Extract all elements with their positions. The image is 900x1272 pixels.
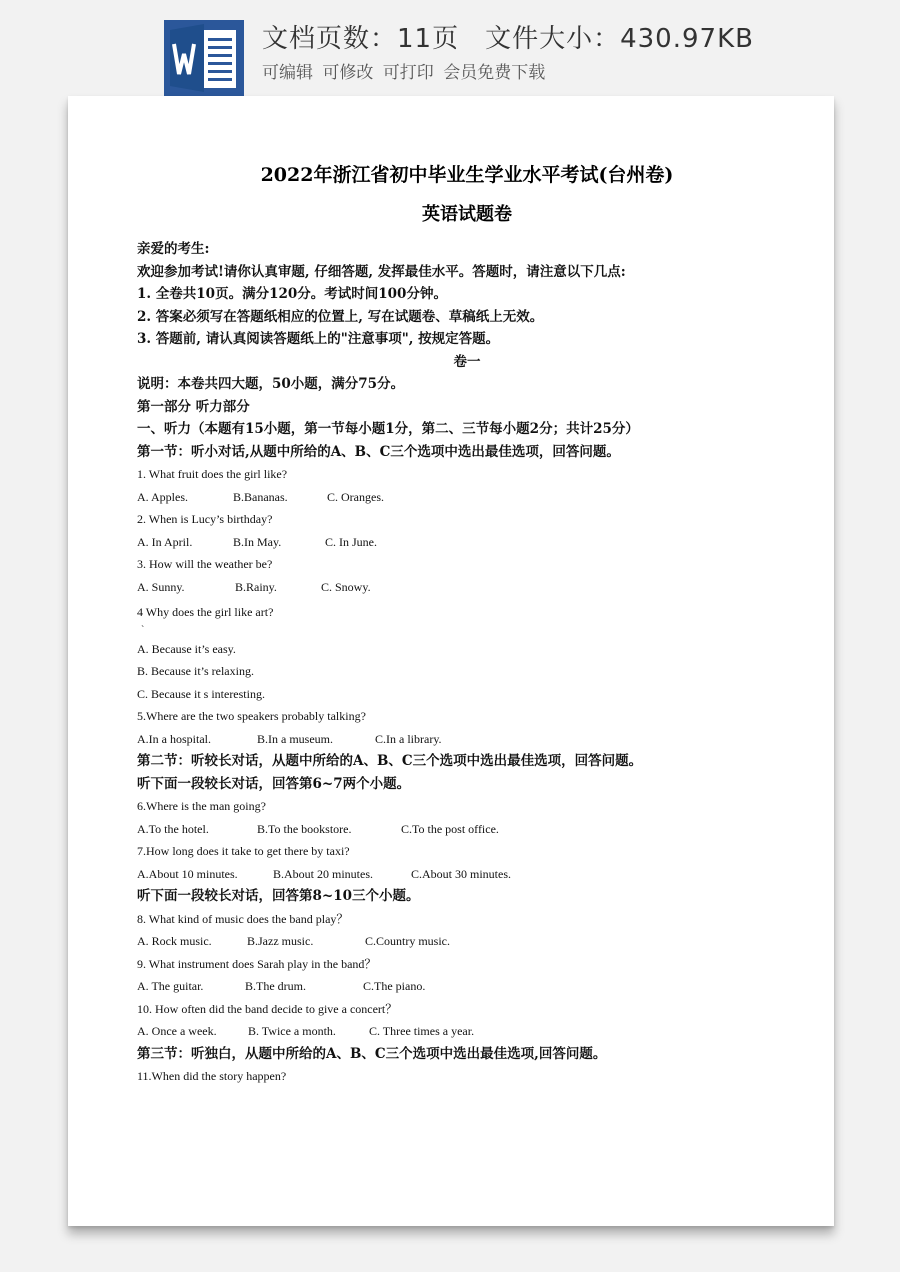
section-2-heading: 第二节：听较长对话，从题中所给的A、B、C三个选项中选出最佳选项，回答问题。 — [137, 753, 643, 769]
question-8: 8. What kind of music does the band play？ — [137, 911, 349, 926]
option: C.In a library. — [375, 731, 442, 746]
option: A.To the hotel. — [137, 821, 209, 836]
option: B.Bananas. — [233, 489, 288, 504]
question-7-options — [137, 863, 797, 886]
note-1: 1. 全卷共10页。满分120分。考试时间100分钟。 — [137, 286, 447, 302]
option: A.In a hospital. — [137, 731, 211, 746]
section-2-instruction-b: 听下面一段较长对话，回答第8~10三个小题。 — [137, 888, 420, 904]
question-6: 6.Where is the man going? — [137, 799, 266, 813]
option: A.About 10 minutes. — [137, 866, 238, 881]
explanation: 说明：本卷共四大题，50小题，满分75分。 — [137, 376, 405, 392]
exam-title: 2022年浙江省初中毕业生学业水平考试(台州卷) — [260, 164, 674, 186]
question-4-option-a: A. Because it’s easy. — [137, 641, 236, 656]
document-page — [68, 96, 834, 1226]
question-1: 1. What fruit does the girl like? — [137, 467, 288, 481]
word-document-icon — [164, 20, 244, 96]
option: C. Three times a year. — [369, 1024, 475, 1038]
option: B.In a museum. — [257, 731, 333, 746]
option: B. Twice a month. — [248, 1024, 336, 1038]
question-8-options — [137, 930, 797, 953]
option: C. Snowy. — [321, 579, 371, 594]
file-size: 文件大小：430.97KB — [485, 24, 754, 54]
header — [0, 0, 900, 100]
option: B.Jazz music. — [247, 934, 314, 948]
document-features: 可编辑 可修改 可打印 会员免费下载 — [262, 63, 546, 83]
note-2: 2. 答案必须写在答题纸相应的位置上, 写在试题卷、草稿纸上无效。 — [137, 308, 544, 325]
question-4: 4 Why does the girl like art? — [137, 605, 274, 619]
question-11: 11.When did the story happen? — [137, 1069, 287, 1083]
part-heading: 第一部分 听力部分 — [137, 398, 250, 415]
option: C.The piano. — [363, 979, 426, 993]
option: C.About 30 minutes. — [411, 866, 512, 881]
question-5: 5.Where are the two speakers probably talking? — [137, 709, 366, 723]
option: B.To the bookstore. — [257, 821, 352, 836]
question-3: 3. How will the weather be? — [137, 557, 273, 571]
option: B.About 20 minutes. — [273, 866, 374, 881]
option: A. Sunny. — [137, 579, 185, 594]
option: B.The drum. — [245, 979, 306, 993]
option: A. Once a week. — [137, 1024, 217, 1038]
question-3-options — [137, 576, 797, 599]
option: A. The guitar. — [137, 979, 204, 993]
listening-section: 一、听力（本题有15小题，第一节每小题1分，第二、三节每小题2分；共计25分） — [137, 421, 639, 437]
option: A. Rock music. — [137, 934, 212, 948]
question-7: 7.How long does it take to get there by taxi? — [137, 844, 350, 858]
question-1-options — [137, 486, 797, 509]
option: C.To the post office. — [401, 821, 499, 836]
question-6-options — [137, 818, 797, 841]
intro: 欢迎参加考试!请你认真审题, 仔细答题, 发挥最佳水平。答题时，请注意以下几点: — [137, 263, 626, 280]
option: A. Apples. — [137, 489, 188, 504]
option: B.In May. — [233, 534, 282, 549]
option: C. In June. — [325, 534, 377, 549]
stray-mark: ` — [141, 624, 145, 636]
question-4-option-b: B. Because it’s relaxing. — [137, 664, 254, 678]
option: A. In April. — [137, 534, 193, 549]
document-stats — [262, 18, 754, 55]
question-4-option-c: C. Because it s interesting. — [137, 686, 265, 701]
section-2-instruction-a: 听下面一段较长对话，回答第6~7两个小题。 — [137, 775, 411, 792]
greeting: 亲爱的考生: — [137, 241, 210, 257]
note-3: 3. 答题前, 请认真阅读答题纸上的"注意事项", 按规定答题。 — [137, 331, 500, 347]
page-content — [137, 162, 797, 1088]
exam-subtitle: 英语试题卷 — [422, 204, 512, 225]
section-3-heading: 第三节：听独白，从题中所给的A、B、C三个选项中选出最佳选项,回答问题。 — [137, 1045, 607, 1062]
question-5-options — [137, 728, 797, 751]
question-10-options — [137, 1020, 797, 1043]
page-count: 文档页数：11页 — [262, 24, 460, 54]
section-1-heading: 第一节：听小对话,从题中所给的A、B、C三个选项中选出最佳选项，回答问题。 — [137, 443, 620, 460]
question-9: 9. What instrument does Sarah play in the band？ — [137, 956, 377, 971]
question-2: 2. When is Lucy’s birthday? — [137, 512, 273, 526]
question-10: 10. How often did the band decide to give a concert？ — [137, 1001, 398, 1016]
question-2-options — [137, 531, 797, 554]
option: C. Oranges. — [327, 489, 384, 504]
question-9-options — [137, 975, 797, 998]
option: B.Rainy. — [235, 579, 277, 594]
option: C.Country music. — [365, 934, 451, 948]
paper-label: 卷一 — [453, 353, 481, 370]
